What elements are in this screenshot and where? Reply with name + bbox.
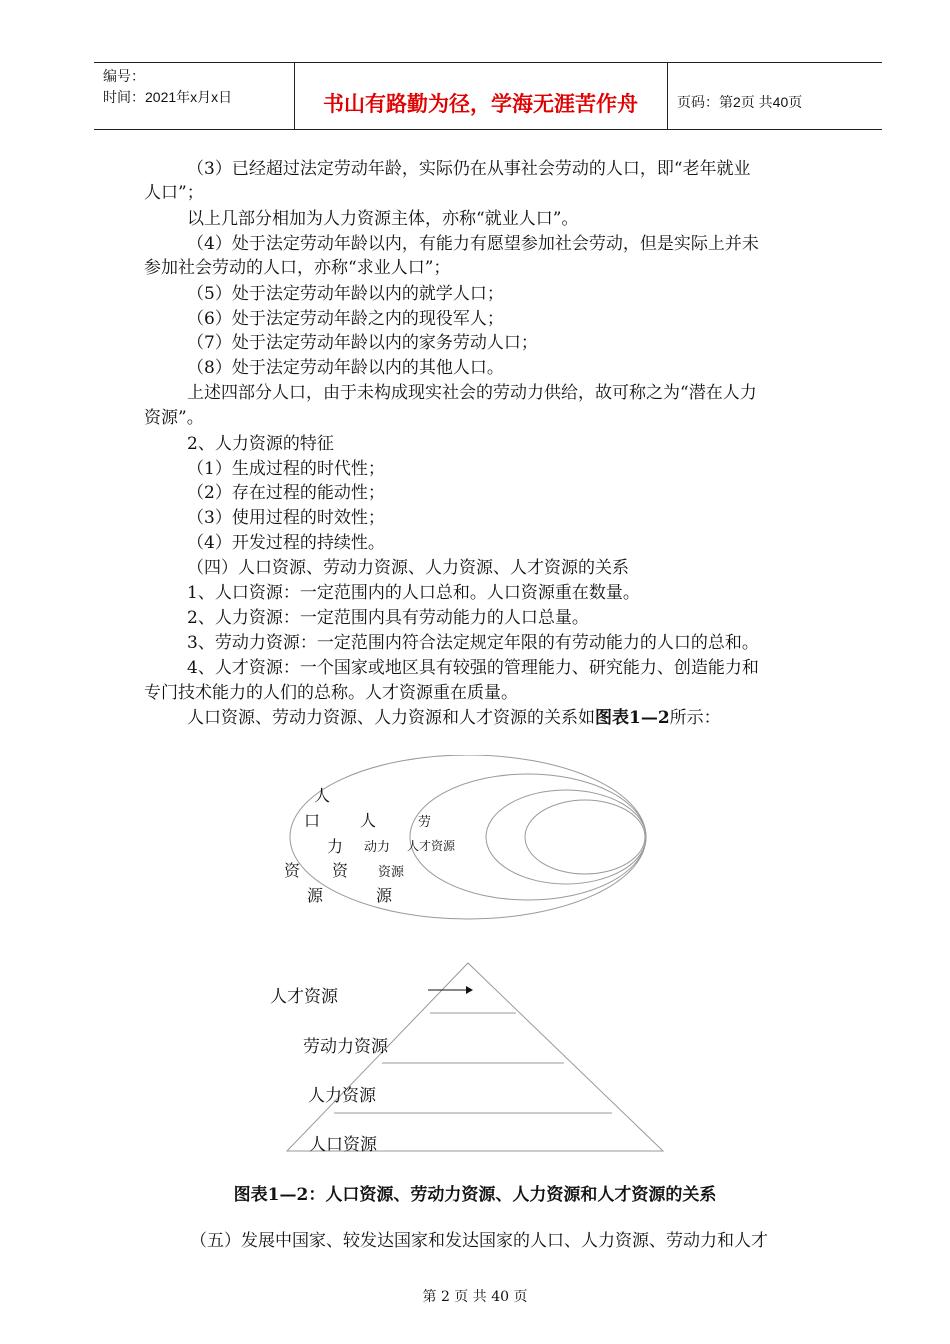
figure-caption: 图表1—2：人口资源、劳动力资源、人力资源和人才资源的关系 [233,1185,717,1205]
label-col3-1: 劳 [418,815,432,830]
header-bottom-rule [94,129,882,130]
label-col2-4: 源 [376,886,393,905]
body-line: 以上几部分相加为人力资源主体，亦称“就业人口”。 [187,209,579,229]
body-line: 专门技术能力的人们的总称。人才资源重在质量。 [144,683,518,703]
arrow-head [466,986,473,994]
label-inner: 人才资源 [407,839,456,853]
body-line: （3）使用过程的时效性； [187,508,385,528]
figure-reference-line [187,707,721,729]
pyramid-label-talent: 人才资源 [270,987,338,1007]
body-line: 2、人力资源：一定范围内具有劳动能力的人口总量。 [187,608,589,628]
body-line: 人口”； [144,183,204,203]
body-line: 1、人口资源：一定范围内的人口总和。人口资源重在数量。 [187,583,640,603]
label-col3-3: 资源 [378,865,405,880]
header-motto: 书山有路勤为径，学海无涯苦作舟 [323,92,638,116]
pyramid-label-labor: 劳动力资源 [303,1037,388,1057]
ellipse-population [290,755,646,919]
body-line: 资源”。 [144,408,204,428]
label-col2-2: 力 [327,837,344,856]
ref-prefix: 人口资源、劳动力资源、人力资源和人才资源的关系如 [187,708,595,728]
header-time: 时间：2021年x月x日 [103,89,233,105]
label-col2-1: 人 [360,811,377,830]
body-line: （四）人口资源、劳动力资源、人力资源、人才资源的关系 [187,558,629,578]
body-line: 上述四部分人口，由于未构成现实社会的劳动力供给，故可称之为“潜在人力 [187,383,757,403]
label-col1-1: 人 [314,786,331,805]
label-col1-2: 口 [304,811,321,830]
body-line: （7）处于法定劳动年龄以内的家务劳动人口； [187,333,538,353]
pyramid-label-human: 人力资源 [308,1086,376,1106]
label-col3-2: 动力 [364,840,391,855]
body-line: 3、劳动力资源：一定范围内符合法定规定年限的有劳动能力的人口的总和。 [187,633,759,653]
pyramid-label-population: 人口资源 [309,1135,377,1155]
body-line: （4）开发过程的持续性。 [187,533,385,553]
header-number: 编号： [103,68,145,84]
body-line: （1）生成过程的时代性； [187,459,385,479]
body-line: 4、人才资源：一个国家或地区具有较强的管理能力、研究能力、创造能力和 [187,658,759,678]
pyramid [287,963,663,1151]
header-divider-right [667,62,668,129]
body-line: （5）处于法定劳动年龄以内的就学人口； [187,284,504,304]
label-col2-3: 资 [332,861,349,880]
label-col1-3: 资 [284,861,301,880]
body-line: （6）处于法定劳动年龄之内的现役军人； [187,309,504,329]
ref-suffix: 所示： [669,708,721,728]
label-col1-4: 源 [307,886,324,905]
header-top-rule [94,62,882,63]
page-footer: 第 2 页 共 40 页 [422,1289,528,1305]
body-line-last: （五）发展中国家、较发达国家和发达国家的人口、人力资源、劳动力和人才 [190,1231,768,1251]
header-page: 页码：第2页 共40页 [677,94,803,110]
ellipse-labor [486,790,646,884]
body-line: （4）处于法定劳动年龄以内，有能力有愿望参加社会劳动，但是实际上并未 [187,234,759,254]
body-line: 2、人力资源的特征 [187,434,334,454]
ref-figure: 图表1—2 [595,708,670,728]
body-line: （3）已经超过法定劳动年龄，实际仍在从事社会劳动的人口，即“老年就业 [187,159,751,179]
body-line: （2）存在过程的能动性； [187,483,385,503]
body-line: （8）处于法定劳动年龄以内的其他人口。 [187,358,504,378]
body-line: 参加社会劳动的人口，亦称“求业人口”； [144,258,451,278]
ellipse-talent [525,800,645,874]
relationship-diagram [270,755,670,1175]
